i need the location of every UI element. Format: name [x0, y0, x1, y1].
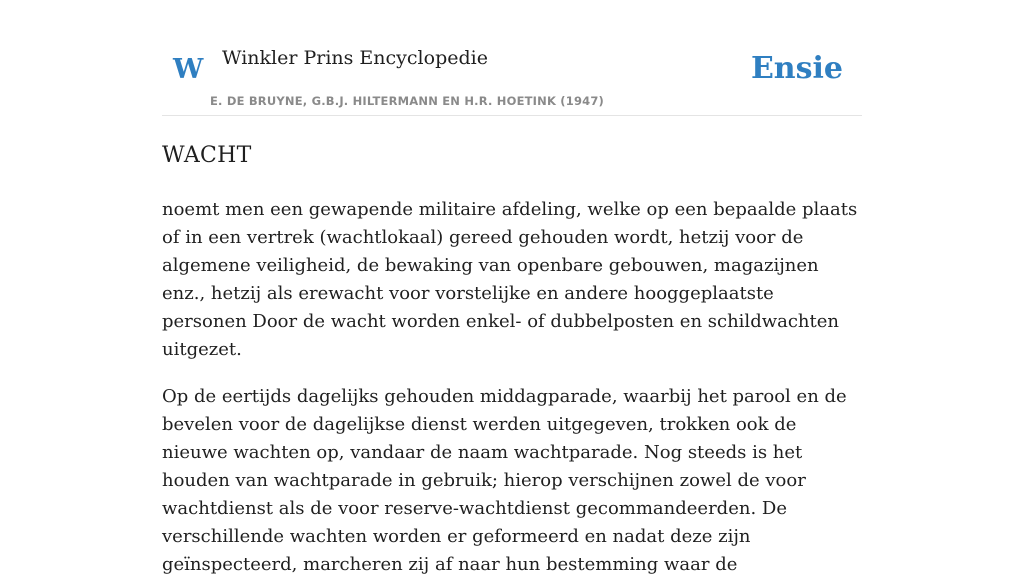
winkler-prins-logo[interactable]: W — [173, 54, 204, 85]
article-headword: WACHT — [162, 143, 252, 168]
ensie-logo[interactable]: Ensie — [750, 51, 843, 86]
header — [162, 0, 862, 116]
book-authors: E. DE BRUYNE, G.B.J. HILTERMANN EN H.R. HOETINK (1947) — [210, 94, 605, 108]
page — [162, 0, 862, 575]
book-title[interactable]: Winkler Prins Encyclopedie — [222, 47, 488, 69]
article-paragraph: Op de eertijds dagelijks gehouden middagparade, waarbij het parool en de bevelen voor de dagelijkse dienst werden uitgegeven, trokken ook de nieuwe wachten op, vandaar de naam wachtparade. Nog steeds is het houden van wachtparade in gebruik; hierop verschijnen zowel de voor wachtdienst als de voor reserve-wachtdienst gecommandeerden. De verschillende wachten worden er geformeerd en nadat deze zijn geïnspecteerd, marcheren zij af naar hun bestemming waar de — [162, 386, 847, 575]
article-paragraph: noemt men een gewapende militaire afdeling, welke op een bepaalde plaats of in een vertrek (wachtlokaal) gereed gehouden wordt, hetzij voor de algemene veiligheid, de bewaking van openbare gebouwen, magazijnen enz., hetzij als erewacht voor vorstelijke en andere hooggeplaatste personen Door de wacht worden enkel- of dubbelposten en schildwachten uitgezet. — [162, 199, 858, 360]
